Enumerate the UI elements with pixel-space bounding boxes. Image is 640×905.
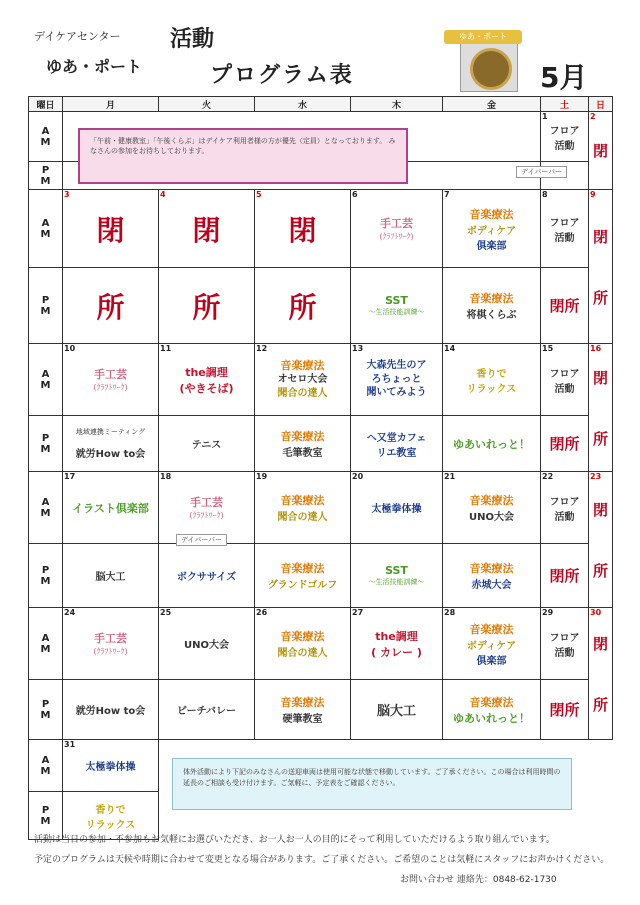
closed-label: 閉 — [192, 213, 221, 247]
day-cell — [589, 608, 613, 740]
closed-label: 所 — [592, 695, 608, 714]
activity: 音楽療法 — [469, 292, 514, 305]
pm-label: P M — [29, 680, 63, 740]
closed-label: 閉所 — [549, 297, 580, 315]
day-number: 1 — [542, 112, 548, 121]
day-number: 12 — [256, 344, 268, 353]
day-number: 24 — [64, 608, 76, 617]
day-cell — [443, 608, 541, 680]
activity: オセロ大会 — [277, 374, 328, 386]
activity: 毛筆教室 — [282, 448, 323, 459]
day-cell — [541, 416, 589, 472]
activity: ゆあいれっと！ — [453, 437, 530, 451]
day-number: 9 — [590, 190, 596, 199]
activity: 音楽療法 — [280, 562, 325, 575]
day-number: 30 — [590, 608, 602, 617]
day-number: 23 — [590, 472, 602, 481]
week5-pm-row — [29, 680, 613, 740]
activity: ボディケア — [466, 640, 517, 652]
pm-label: P M — [29, 416, 63, 472]
activity: 音楽療法 — [469, 494, 514, 507]
logo-emblem-icon — [470, 48, 512, 90]
pm-label: P M — [29, 268, 63, 344]
closed-label: 所 — [592, 561, 608, 580]
activity-floor: フロア 活動 — [549, 368, 580, 395]
closed-label: 所 — [288, 290, 317, 324]
day-cell — [541, 680, 589, 740]
activity-floor: フロア 活動 — [549, 125, 580, 152]
day-number: 8 — [542, 190, 548, 199]
day-cell — [255, 344, 351, 416]
weekday-header: 火 — [159, 97, 255, 112]
activity: 香りで — [95, 804, 126, 816]
pm-label: P M — [29, 544, 63, 608]
day-number: 17 — [64, 472, 76, 481]
week3-pm-row — [29, 416, 613, 472]
activity: ヘ又堂カフェ — [366, 432, 427, 444]
closed-label: 閉 — [592, 227, 608, 246]
activity: 聞合の達人 — [277, 387, 328, 399]
day-cell — [541, 112, 589, 162]
closed-label: 閉所 — [549, 435, 580, 453]
day-number: 26 — [256, 608, 268, 617]
activity: SST — [385, 294, 408, 307]
day-number: 4 — [160, 190, 166, 199]
day-cell — [63, 472, 159, 544]
activity: 聞合の達人 — [277, 512, 328, 523]
day-number: 29 — [542, 608, 554, 617]
closed-label: 閉所 — [549, 567, 580, 585]
title-line1: 活動 — [170, 27, 215, 52]
day-cell — [443, 416, 541, 472]
activity: 音楽療法 — [280, 430, 325, 443]
activity: 手工芸 — [94, 632, 127, 645]
day-cell — [589, 472, 613, 608]
am-label: A M — [29, 344, 63, 416]
activity-sub: (ｸﾗﾌﾄﾜｰｸ) — [93, 647, 128, 656]
pm-label: P M — [29, 162, 63, 190]
day-number: 5 — [256, 190, 262, 199]
day-number: 14 — [444, 344, 456, 353]
am-label: A M — [29, 190, 63, 268]
activity-sub: (ｸﾗﾌﾄﾜｰｸ) — [379, 232, 414, 241]
day-cell — [255, 544, 351, 608]
day-number: 21 — [444, 472, 456, 481]
closed-label: 所 — [96, 290, 125, 324]
day-cell — [541, 544, 589, 608]
day-number: 18 — [160, 472, 172, 481]
logo-banner: ゆあ・ポート — [444, 30, 522, 44]
week2-am-row — [29, 190, 613, 268]
day-number: 16 — [590, 344, 602, 353]
day-number: 10 — [64, 344, 76, 353]
day-cell — [541, 608, 589, 680]
day-cell — [159, 416, 255, 472]
activity: 地域連携ミーティング — [75, 428, 146, 436]
activity: 将棋くらぶ — [466, 310, 517, 321]
day-number: 15 — [542, 344, 554, 353]
activity: 赤城大会 — [471, 580, 512, 591]
activity: 音楽療法 — [280, 630, 325, 643]
day-number: 28 — [444, 608, 456, 617]
closed-label: 所 — [592, 429, 608, 448]
day-cell — [255, 608, 351, 680]
day-cell — [589, 344, 613, 472]
day-cell — [255, 268, 351, 344]
activity: 音楽療法 — [469, 562, 514, 575]
activity: 太極拳体操 — [371, 504, 422, 515]
title-line2: プログラム表 — [210, 63, 354, 88]
day-number: 19 — [256, 472, 268, 481]
day-cell — [351, 268, 443, 344]
day-cell — [541, 344, 589, 416]
day-number: 11 — [160, 344, 172, 353]
day-cell — [255, 680, 351, 740]
day-cell — [63, 268, 159, 344]
activity: UNO大会 — [184, 640, 229, 651]
weekday-header-row — [29, 97, 613, 112]
day-number: 22 — [542, 472, 554, 481]
day-cell — [443, 268, 541, 344]
week4-pm-row — [29, 544, 613, 608]
closed-label: 閉 — [592, 634, 608, 653]
am-label: A M — [29, 608, 63, 680]
day-cell — [351, 608, 443, 680]
activity: 音楽療法 — [280, 358, 325, 372]
day-cell — [159, 680, 255, 740]
activity: the調理 — [375, 629, 418, 643]
activity: 手工芸 — [380, 217, 413, 230]
day-number: 20 — [352, 472, 364, 481]
day-cell — [443, 344, 541, 416]
closed-label: 所 — [192, 290, 221, 324]
org-name: ゆあ・ポート — [46, 57, 143, 76]
activity-floor: フロア 活動 — [549, 496, 580, 523]
activity: 手工芸 — [190, 496, 223, 509]
activity: ゆあいれっと！ — [453, 711, 530, 725]
day-cell — [63, 190, 159, 268]
day-cell — [351, 472, 443, 544]
day-cell — [443, 680, 541, 740]
week3-am-row — [29, 344, 613, 416]
activity: 就労How to会 — [75, 449, 146, 460]
activity: (やきそば) — [179, 381, 234, 395]
week4-am-row — [29, 472, 613, 544]
day-cell — [589, 112, 613, 190]
closed-label: 閉 — [96, 213, 125, 247]
day-cell — [159, 608, 255, 680]
activity: 脳大工 — [376, 704, 416, 719]
day-number: 31 — [64, 740, 76, 749]
weekday-header: 水 — [255, 97, 351, 112]
day-cell — [159, 472, 255, 544]
activity: the調理 — [185, 365, 228, 379]
activity: ( カレー ) — [371, 645, 422, 659]
weekday-header: 曜日 — [29, 97, 63, 112]
day-cell — [255, 416, 351, 472]
weekday-header: 月 — [63, 97, 159, 112]
activity: リラックス — [466, 383, 517, 395]
activity: 音楽療法 — [469, 695, 514, 709]
activity: SST — [385, 564, 408, 577]
day-cell — [541, 190, 589, 268]
tag-label: デイパーパー — [516, 166, 567, 178]
activity-floor: フロア 活動 — [549, 632, 580, 659]
day-cell — [255, 190, 351, 268]
activity: ボクササイズ — [176, 572, 237, 583]
activity: 音楽療法 — [280, 696, 325, 709]
day-number: 3 — [64, 190, 70, 199]
activity: 太極拳体操 — [85, 762, 136, 773]
notice-box-blue: 体外活動により下記のみなさんの送迎車両は使用可能な状態で移動しています。ご了承ください。この場合は利用時間の延長のご相談も受け付けます。ご気軽に、予定表をご確認ください。 — [172, 758, 572, 810]
org-subtitle: デイケアセンター — [34, 30, 121, 43]
weekday-header: 木 — [351, 97, 443, 112]
closed-label: 閉 — [592, 368, 608, 387]
activity: 硬筆教室 — [282, 714, 323, 725]
weekday-header: 日 — [589, 97, 613, 112]
activity: 就労How to会 — [75, 706, 146, 717]
activity: 大森先生のア — [366, 360, 427, 372]
day-number: 25 — [160, 608, 172, 617]
day-cell — [443, 472, 541, 544]
activity: リエ教室 — [376, 447, 417, 459]
day-cell — [63, 416, 159, 472]
day-cell — [351, 344, 443, 416]
activity: 聞いてみよう — [366, 387, 427, 399]
activity: 音楽療法 — [469, 207, 514, 221]
activity: 俱楽部 — [476, 240, 507, 252]
closed-label: 所 — [592, 288, 608, 307]
activity-sub: (ｸﾗﾌﾄﾜｰｸ) — [93, 383, 128, 392]
activity: 聞合の達人 — [277, 648, 328, 659]
day-cell — [159, 544, 255, 608]
activity-sub: ～生活技能訓練～ — [368, 308, 425, 316]
closed-label: 閉所 — [549, 701, 580, 719]
week5-am-row — [29, 608, 613, 680]
activity: 俱楽部 — [476, 655, 507, 667]
day-cell — [63, 608, 159, 680]
footer-line1: 活動は当日の参加・不参加もお気軽にお選びいただき、お一人お一人の目的にそって利用していただけるよう取り組んでいます。 — [34, 835, 555, 845]
day-number: 6 — [352, 190, 358, 199]
closed-label: 閉 — [592, 142, 608, 160]
day-cell — [159, 190, 255, 268]
weekday-header: 金 — [443, 97, 541, 112]
day-cell — [63, 680, 159, 740]
activity: グランドゴルフ — [267, 580, 338, 591]
program-calendar — [28, 96, 613, 840]
closed-label: 閉 — [288, 213, 317, 247]
notice-box-pink: 「午前・健康教室」「午後くらぶ」はデイケア利用者様の方が優先（定員）となっております。 みなさんの参加をお待ちしております。 — [78, 128, 408, 184]
activity: ボディケア — [466, 225, 517, 237]
activity: イラスト俱楽部 — [72, 501, 149, 515]
activity: 音楽療法 — [280, 494, 325, 507]
activity-sub: (ｸﾗﾌﾄﾜｰｸ) — [189, 511, 224, 520]
pm-label: P M — [29, 792, 63, 840]
footer-contact: お問い合わせ 連絡先：0848-62-1730 — [400, 875, 557, 885]
day-cell — [589, 190, 613, 344]
am-label: A M — [29, 740, 63, 792]
day-cell — [351, 544, 443, 608]
day-number: 27 — [352, 608, 364, 617]
activity: リラックス — [85, 819, 136, 831]
day-number: 7 — [444, 190, 450, 199]
day-cell — [541, 268, 589, 344]
activity: 香りで — [476, 368, 507, 380]
day-cell — [63, 740, 159, 792]
day-cell — [63, 544, 159, 608]
day-cell — [255, 472, 351, 544]
day-cell — [63, 344, 159, 416]
activity: テニス — [191, 440, 222, 451]
day-cell — [443, 190, 541, 268]
day-cell — [351, 190, 443, 268]
day-number: 13 — [352, 344, 364, 353]
day-cell — [351, 680, 443, 740]
activity: ろちょっと — [371, 373, 422, 385]
weekday-header: 土 — [541, 97, 589, 112]
day-cell — [159, 268, 255, 344]
day-cell — [159, 344, 255, 416]
activity: 音楽療法 — [469, 622, 514, 636]
activity: 脳大工 — [95, 572, 126, 583]
activity-floor: フロア 活動 — [549, 217, 580, 244]
month-label: 5月 — [540, 61, 588, 94]
day-cell — [351, 416, 443, 472]
tag-label: デイパーパー — [176, 534, 227, 546]
activity-sub: ～生活技能訓練～ — [368, 578, 425, 586]
day-cell — [443, 544, 541, 608]
day-cell — [541, 472, 589, 544]
week2-pm-row — [29, 268, 613, 344]
activity: ビーチバレー — [177, 706, 236, 717]
am-label: A M — [29, 112, 63, 162]
day-number: 2 — [590, 112, 596, 121]
activity: UNO大会 — [469, 512, 514, 523]
am-label: A M — [29, 472, 63, 544]
activity: 手工芸 — [94, 368, 127, 381]
footer-line2: 予定のプログラムは天候や時期に合わせて変更となる場合があります。ご了承ください。ご希望のことは気軽にスタッフにお声かけください。 — [34, 855, 610, 865]
closed-label: 閉 — [592, 500, 608, 519]
